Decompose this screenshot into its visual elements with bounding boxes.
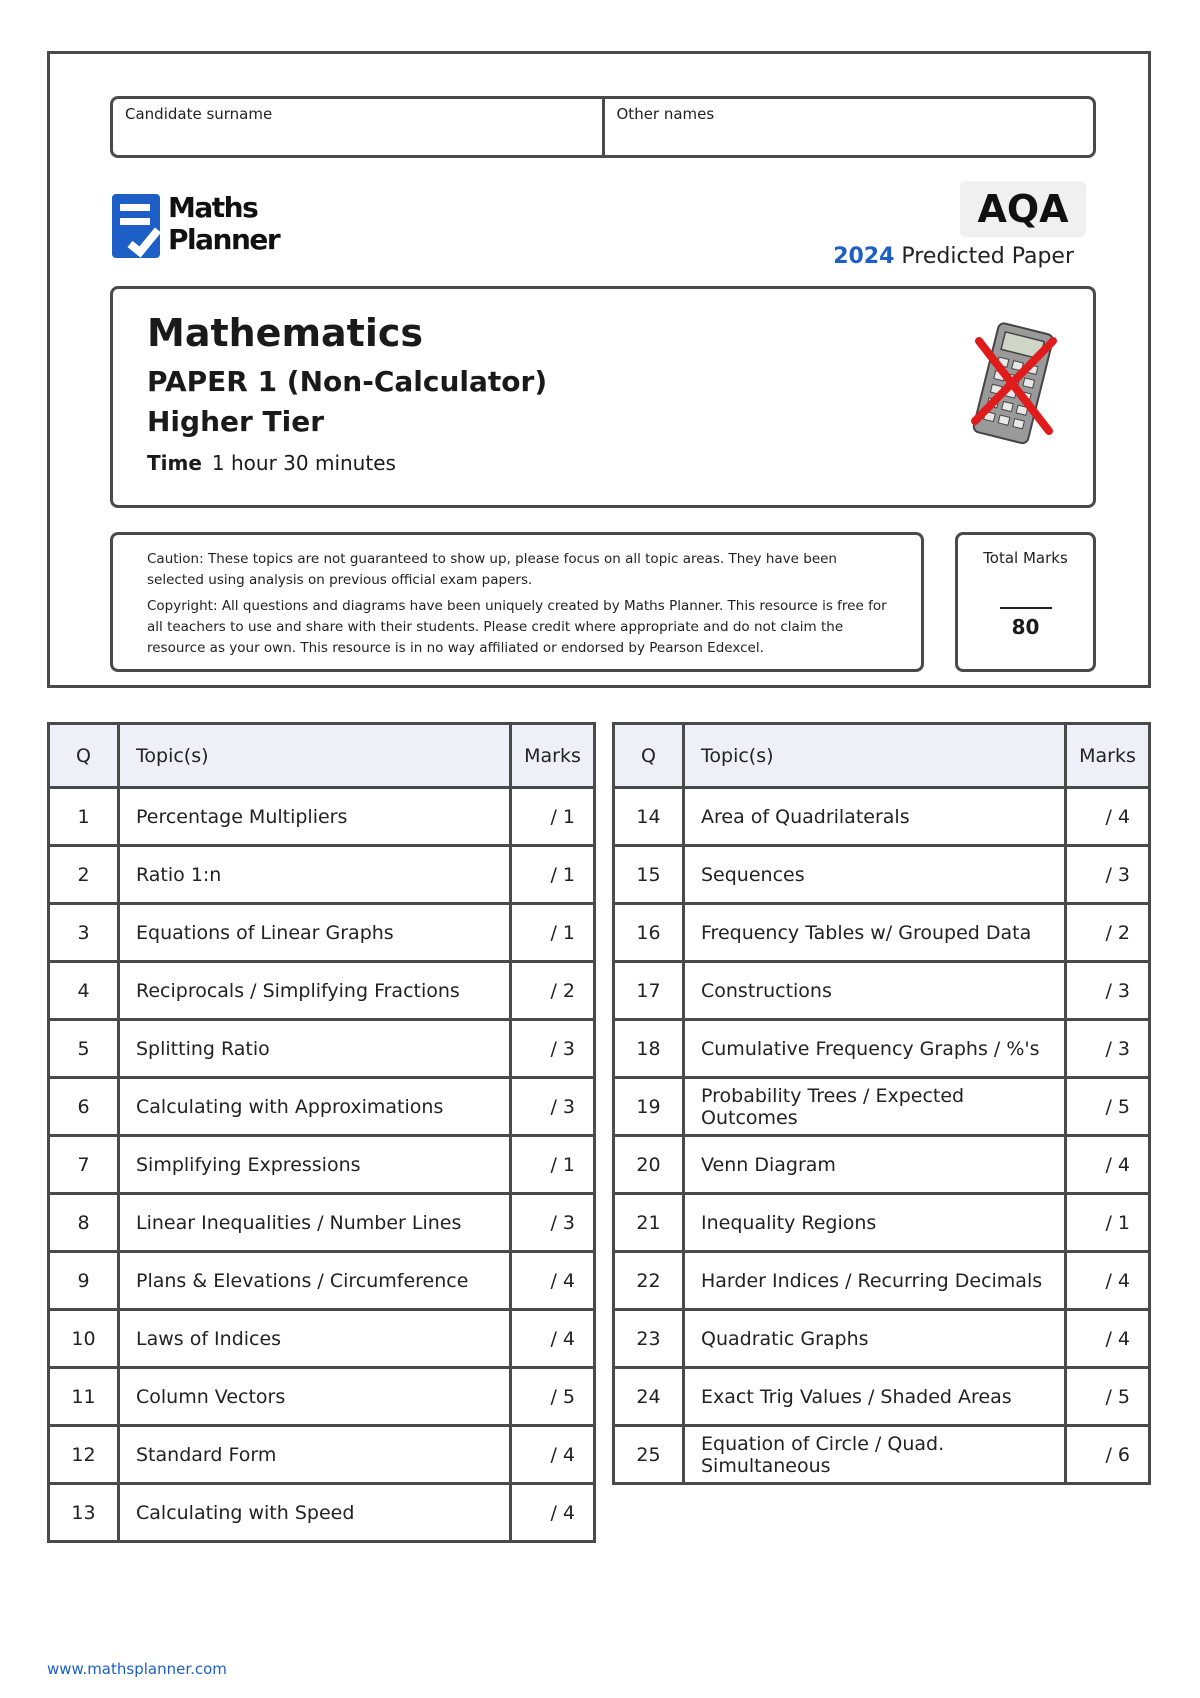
topic-name: Laws of Indices <box>119 1310 511 1368</box>
question-number: 19 <box>614 1078 684 1136</box>
marks-cell: / 5 <box>1066 1078 1150 1136</box>
marks-cell: / 1 <box>1066 1194 1150 1252</box>
candidate-surname-label: Candidate surname <box>125 105 273 123</box>
table-row <box>614 962 1150 1020</box>
table-row <box>614 1310 1150 1368</box>
topic-name: Reciprocals / Simplifying Fractions <box>119 962 511 1020</box>
marks-cell: / 5 <box>1066 1368 1150 1426</box>
topic-name: Sequences <box>684 846 1066 904</box>
topic-name: Exact Trig Values / Shaded Areas <box>684 1368 1066 1426</box>
marks-cell: / 3 <box>1066 1020 1150 1078</box>
topic-name: Quadratic Graphs <box>684 1310 1066 1368</box>
topic-name: Frequency Tables w/ Grouped Data <box>684 904 1066 962</box>
time-value: 1 hour 30 minutes <box>211 451 396 475</box>
marks-cell: / 4 <box>511 1426 595 1484</box>
marks-cell: / 6 <box>1066 1426 1150 1484</box>
table-row <box>49 904 595 962</box>
predicted-paper-label <box>833 244 1074 269</box>
topic-name: Simplifying Expressions <box>119 1136 511 1194</box>
topic-name: Splitting Ratio <box>119 1020 511 1078</box>
logo-wordmark <box>168 192 279 256</box>
total-marks-label: Total Marks <box>983 549 1068 567</box>
question-number: 1 <box>49 788 119 846</box>
table-row <box>614 904 1150 962</box>
predicted-year: 2024 <box>833 244 895 269</box>
topic-name: Area of Quadrilaterals <box>684 788 1066 846</box>
topic-name: Probability Trees / Expected Outcomes <box>684 1078 1066 1136</box>
marks-cell: / 5 <box>511 1368 595 1426</box>
topic-name: Linear Inequalities / Number Lines <box>119 1194 511 1252</box>
no-calculator-icon <box>957 319 1067 449</box>
question-number: 16 <box>614 904 684 962</box>
table-row <box>614 1136 1150 1194</box>
caution-paragraph <box>147 549 891 591</box>
marks-cell: / 4 <box>511 1484 595 1542</box>
total-marks-divider <box>1000 607 1052 609</box>
topic-name: Percentage Multipliers <box>119 788 511 846</box>
question-number: 13 <box>49 1484 119 1542</box>
table-row <box>614 788 1150 846</box>
topic-name: Ratio 1:n <box>119 846 511 904</box>
table-row <box>614 1426 1150 1484</box>
time-label: Time <box>147 451 202 475</box>
marks-cell: / 3 <box>1066 846 1150 904</box>
tier-title: Higher Tier <box>147 405 325 438</box>
topic-name: Constructions <box>684 962 1066 1020</box>
table-header-row <box>49 724 595 788</box>
maths-planner-logo <box>110 192 280 262</box>
copyright-label: Copyright: <box>147 598 218 614</box>
candidate-name-box <box>110 96 1096 158</box>
cover-frame <box>47 51 1151 688</box>
table-row <box>49 962 595 1020</box>
caution-label: Caution: <box>147 551 204 567</box>
marks-cell: / 2 <box>511 962 595 1020</box>
topic-name: Venn Diagram <box>684 1136 1066 1194</box>
question-number: 11 <box>49 1368 119 1426</box>
question-number: 21 <box>614 1194 684 1252</box>
maths-planner-logo-icon <box>110 192 162 260</box>
col-header-topic: Topic(s) <box>684 724 1066 788</box>
question-number: 4 <box>49 962 119 1020</box>
question-number: 3 <box>49 904 119 962</box>
marks-cell: / 3 <box>511 1078 595 1136</box>
other-names-field[interactable] <box>602 99 1094 155</box>
copyright-paragraph <box>147 596 891 659</box>
question-number: 15 <box>614 846 684 904</box>
table-row <box>49 1484 595 1542</box>
question-number: 22 <box>614 1252 684 1310</box>
total-marks-box <box>955 532 1096 672</box>
table-row <box>49 846 595 904</box>
marks-cell: / 3 <box>1066 962 1150 1020</box>
topic-name: Plans & Elevations / Circumference <box>119 1252 511 1310</box>
table-row <box>49 1310 595 1368</box>
topic-name: Standard Form <box>119 1426 511 1484</box>
other-names-label: Other names <box>616 105 715 123</box>
topic-name: Calculating with Speed <box>119 1484 511 1542</box>
col-header-marks: Marks <box>1066 724 1150 788</box>
topic-name: Equation of Circle / Quad. Simultaneous <box>684 1426 1066 1484</box>
marks-cell: / 4 <box>1066 1252 1150 1310</box>
question-number: 14 <box>614 788 684 846</box>
topic-name: Calculating with Approximations <box>119 1078 511 1136</box>
marks-cell: / 3 <box>511 1194 595 1252</box>
marks-cell: / 1 <box>511 904 595 962</box>
marks-cell: / 4 <box>511 1310 595 1368</box>
col-header-topic: Topic(s) <box>119 724 511 788</box>
question-number: 20 <box>614 1136 684 1194</box>
question-number: 18 <box>614 1020 684 1078</box>
question-number: 10 <box>49 1310 119 1368</box>
topic-name: Column Vectors <box>119 1368 511 1426</box>
topic-name: Cumulative Frequency Graphs / %'s <box>684 1020 1066 1078</box>
topic-name: Harder Indices / Recurring Decimals <box>684 1252 1066 1310</box>
question-number: 17 <box>614 962 684 1020</box>
marks-cell: / 1 <box>511 846 595 904</box>
table-row <box>49 1426 595 1484</box>
table-row <box>614 1020 1150 1078</box>
table-row <box>49 1252 595 1310</box>
question-number: 7 <box>49 1136 119 1194</box>
topics-table-right <box>612 722 1151 1485</box>
question-number: 9 <box>49 1252 119 1310</box>
predicted-text: Predicted Paper <box>901 244 1074 269</box>
copyright-text: All questions and diagrams have been uniquely created by Maths Planner. This resource is free for all teachers to use and share with their students. Please credit where appropriate and do not claim the resource as your own. This resource is in no way affiliated or endorsed by Pearson Edexcel. <box>147 598 887 656</box>
subject-title: Mathematics <box>147 311 424 355</box>
topics-table-left <box>47 722 596 1543</box>
logo-line1: Maths <box>168 191 258 224</box>
table-row <box>49 1368 595 1426</box>
candidate-surname-field[interactable] <box>113 99 602 155</box>
marks-cell: / 1 <box>511 788 595 846</box>
question-number: 2 <box>49 846 119 904</box>
topic-name: Equations of Linear Graphs <box>119 904 511 962</box>
table-row <box>49 1020 595 1078</box>
table-row <box>49 1136 595 1194</box>
col-header-marks: Marks <box>511 724 595 788</box>
question-number: 5 <box>49 1020 119 1078</box>
table-row <box>614 1194 1150 1252</box>
question-number: 12 <box>49 1426 119 1484</box>
time-allowed <box>147 451 396 475</box>
exam-board-badge: AQA <box>960 181 1086 237</box>
table-row <box>49 788 595 846</box>
footer-url[interactable]: www.mathsplanner.com <box>47 1660 227 1678</box>
table-row <box>614 846 1150 904</box>
col-header-q: Q <box>49 724 119 788</box>
marks-cell: / 4 <box>1066 1136 1150 1194</box>
question-number: 6 <box>49 1078 119 1136</box>
caution-text: These topics are not guaranteed to show up, please focus on all topic areas. They have been selected using analysis on previous official exam papers. <box>147 551 837 588</box>
notice-box <box>110 532 924 672</box>
paper-title: PAPER 1 (Non-Calculator) <box>147 365 548 398</box>
marks-cell: / 1 <box>511 1136 595 1194</box>
total-marks-value: 80 <box>1011 615 1040 639</box>
marks-cell: / 2 <box>1066 904 1150 962</box>
marks-cell: / 4 <box>1066 788 1150 846</box>
col-header-q: Q <box>614 724 684 788</box>
logo-line2: Planner <box>168 223 280 256</box>
table-row <box>614 1078 1150 1136</box>
question-number: 23 <box>614 1310 684 1368</box>
title-box <box>110 286 1096 508</box>
table-row <box>49 1194 595 1252</box>
marks-cell: / 3 <box>511 1020 595 1078</box>
marks-cell: / 4 <box>511 1252 595 1310</box>
question-number: 24 <box>614 1368 684 1426</box>
question-number: 8 <box>49 1194 119 1252</box>
question-number: 25 <box>614 1426 684 1484</box>
table-row <box>614 1368 1150 1426</box>
table-row <box>49 1078 595 1136</box>
table-header-row <box>614 724 1150 788</box>
topic-name: Inequality Regions <box>684 1194 1066 1252</box>
marks-cell: / 4 <box>1066 1310 1150 1368</box>
table-row <box>614 1252 1150 1310</box>
